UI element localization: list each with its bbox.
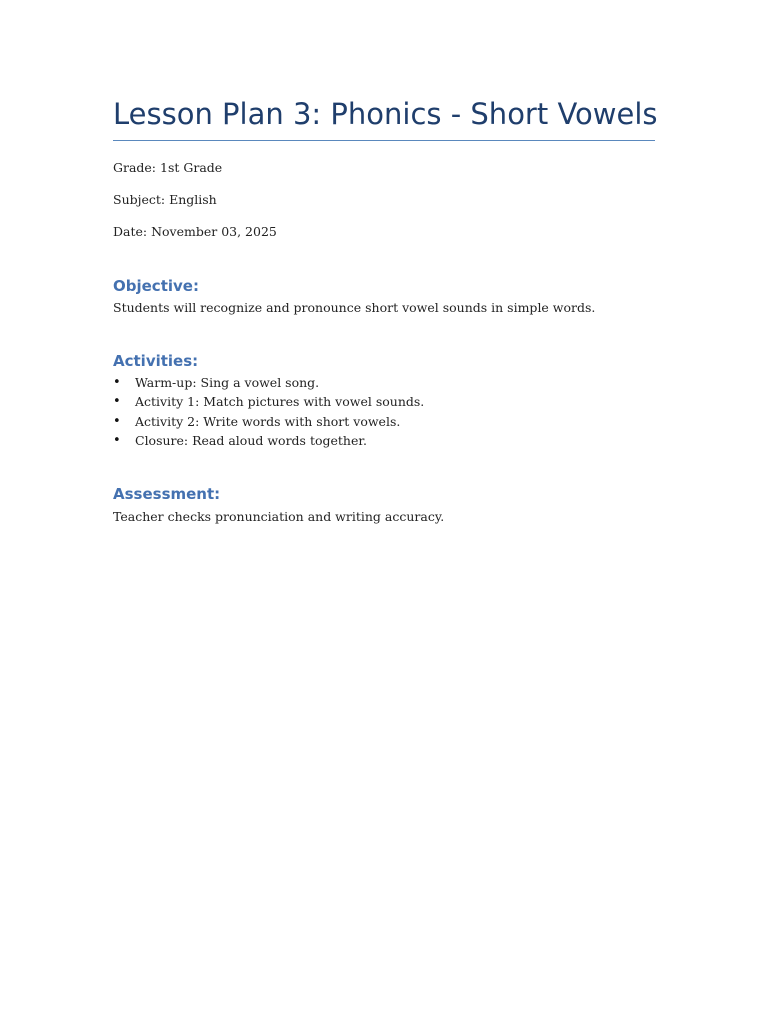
list-item-text: Activity 1: Match pictures with vowel sounds. bbox=[135, 394, 425, 410]
date-line: Date: November 03, 2025 bbox=[113, 224, 277, 239]
activities-heading: Activities: bbox=[113, 352, 199, 370]
document-title: Lesson Plan 3: Phonics - Short Vowels bbox=[113, 97, 658, 131]
assessment-heading: Assessment: bbox=[113, 485, 221, 503]
objective-heading: Objective: bbox=[113, 277, 199, 295]
grade-line: Grade: 1st Grade bbox=[113, 160, 223, 175]
bullet-icon: • bbox=[113, 394, 121, 410]
bullet-icon: • bbox=[113, 375, 121, 390]
assessment-text: Teacher checks pronunciation and writing accuracy. bbox=[113, 509, 445, 524]
list-item-text: Closure: Read aloud words together. bbox=[135, 432, 367, 448]
bullet-icon: • bbox=[113, 413, 121, 429]
title-underline-rule bbox=[113, 140, 655, 141]
subject-line: Subject: English bbox=[113, 192, 217, 207]
bullet-icon: • bbox=[113, 432, 121, 448]
objective-text: Students will recognize and pronounce short vowel sounds in simple words. bbox=[113, 300, 596, 315]
list-item-text: Activity 2: Write words with short vowels. bbox=[135, 413, 401, 429]
list-item-text: Warm-up: Sing a vowel song. bbox=[135, 375, 320, 390]
